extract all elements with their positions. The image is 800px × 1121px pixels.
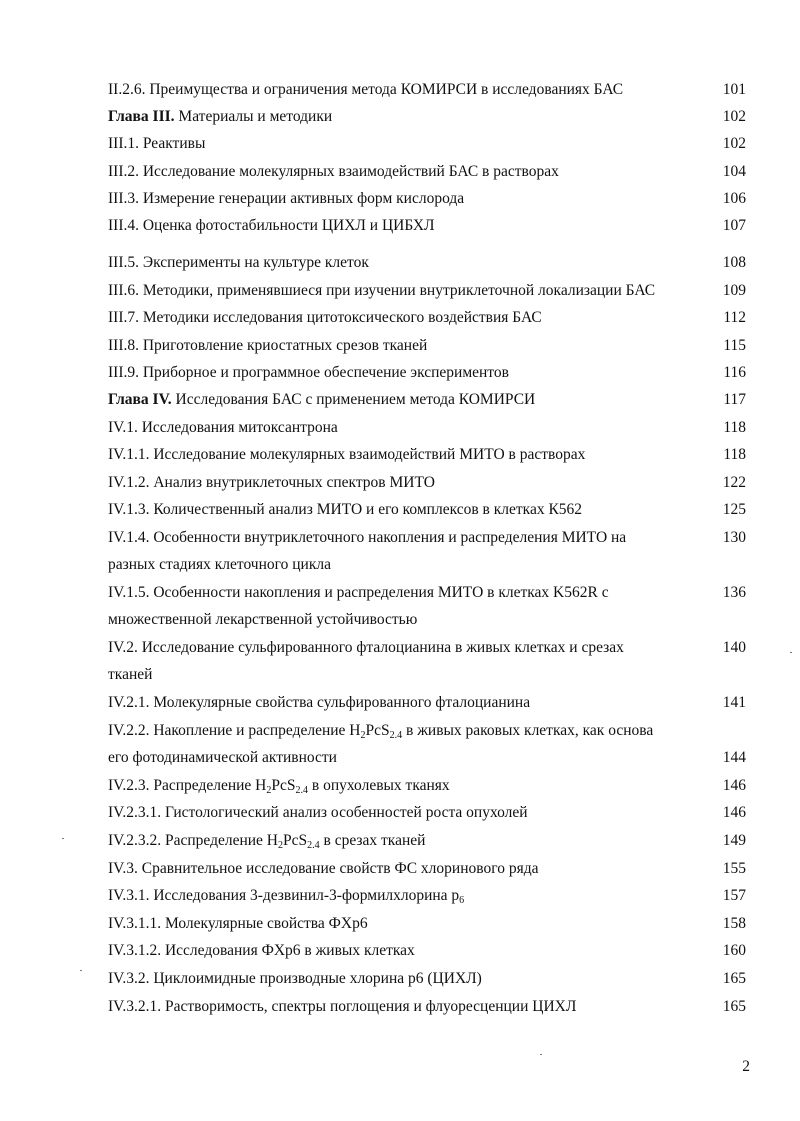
toc-entry-page: 117: [723, 391, 746, 408]
toc-entry: [108, 579, 688, 633]
toc-entry-page: 165: [722, 970, 746, 987]
toc-entry-title: IV.2.1. Молекулярные свойства сульфированного фталоцианина: [108, 694, 531, 711]
subscript: 6: [459, 895, 465, 906]
toc-entry-title-part: в живых раковых клетках, как основа: [402, 722, 654, 739]
toc-entry-page: 146: [722, 804, 746, 821]
toc-entry: [108, 249, 688, 276]
toc-entry: [108, 772, 688, 799]
toc-entry: [108, 76, 688, 103]
toc-entry-page: 118: [723, 446, 746, 463]
toc-entry-title: IV.2. Исследование сульфированного фталоцианина в живых клетках и срезах: [108, 639, 624, 656]
toc-entry-title: IV.3.1.2. Исследования ФХр6 в живых клетках: [108, 942, 415, 959]
toc-entry: [108, 827, 688, 854]
toc-entry-page: 118: [723, 419, 746, 436]
toc-entry-title: III.5. Эксперименты на культуре клеток: [108, 254, 369, 271]
toc-entry: [108, 855, 688, 882]
toc-entry: [108, 332, 688, 359]
toc-entry: [108, 717, 688, 771]
toc-entry-page: 115: [723, 337, 746, 354]
toc-entry: [108, 469, 688, 496]
toc-entry-page: 109: [722, 282, 746, 299]
toc-entry-page: 102: [722, 135, 746, 152]
toc-entry-title: III.2. Исследование молекулярных взаимодействий БАС в растворах: [108, 163, 559, 180]
toc-entry: [108, 524, 688, 578]
toc-entry: [108, 304, 688, 331]
scan-speck: [80, 970, 82, 971]
toc-entry-page: 130: [722, 529, 746, 546]
toc-entry-page: 136: [722, 584, 746, 601]
toc-entry-page: 106: [722, 190, 746, 207]
toc-entry: [108, 359, 688, 386]
toc-entry-title: IV.3.1. Исследования 3-дезвинил-3-формилхлорина p: [108, 887, 460, 904]
toc-entry-title: IV.1.4. Особенности внутриклеточного накопления и распределения МИТО на: [108, 529, 627, 546]
toc-entry: [108, 799, 688, 826]
toc-entry-page: 157: [722, 887, 746, 904]
toc-entry-title-part: PcS: [271, 777, 296, 794]
page-number: 2: [742, 1058, 750, 1075]
toc-entry-title: Материалы и методики: [174, 108, 333, 125]
toc-entry-title-part: в срезах тканей: [319, 832, 426, 849]
toc-entry: [108, 277, 688, 304]
toc-chapter-label: Глава III.: [108, 108, 175, 125]
toc-entry-title: II.2.6. Преимущества и ограничения метода КОМИРСИ в исследованиях БАС: [108, 81, 624, 98]
toc-entry-title: IV.2.3.1. Гистологический анализ особенностей роста опухолей: [108, 804, 528, 821]
toc-entry-title: IV.3.2. Циклоимидные производные хлорина р6 (ЦИХЛ): [108, 970, 482, 987]
scan-speck: [62, 838, 64, 839]
toc-entry-title: IV.1.5. Особенности накопления и распределения МИТО в клетках K562R с: [108, 584, 609, 601]
toc-entry-title: IV.2.2. Накопление и распределение H: [108, 722, 361, 739]
toc-entry-title: IV.1.2. Анализ внутриклеточных спектров МИТО: [108, 474, 435, 491]
toc-entry-title-continuation: тканей: [108, 666, 153, 683]
toc-chapter-entry: [108, 386, 688, 413]
toc-entry-page: 141: [722, 694, 746, 711]
toc-entry-page: 104: [722, 163, 746, 180]
toc-entry-title: IV.3.1.1. Молекулярные свойства ФХр6: [108, 915, 368, 932]
toc-entry-title: IV.1.3. Количественный анализ МИТО и его комплексов в клетках К562: [108, 501, 583, 518]
subscript: 2.4: [389, 730, 403, 741]
toc-entry-page: 116: [723, 364, 746, 381]
toc-chapter-label: Глава IV.: [108, 391, 172, 408]
toc-entry-page: 146: [722, 777, 746, 794]
toc-entry: [108, 212, 688, 239]
subscript: 2.4: [307, 840, 320, 851]
toc-entry: [108, 689, 688, 716]
subscript: 2: [278, 840, 284, 851]
toc-entry-title: Исследования БАС с применением метода КОМИРСИ: [171, 391, 536, 408]
toc-entry-title: III.6. Методики, применявшиеся при изучении внутриклеточной локализации БАС: [108, 282, 656, 299]
toc-entry-title: III.4. Оценка фотостабильности ЦИХЛ и ЦИБХЛ: [108, 217, 435, 234]
toc-entry-title: III.1. Реактивы: [108, 135, 206, 152]
toc-entry-page: 122: [722, 474, 746, 491]
toc-entry-page: 112: [723, 309, 746, 326]
toc-entry-page: 144: [722, 749, 746, 766]
toc-entry-page: 125: [722, 501, 746, 518]
toc-entry-title: IV.2.3. Распределение H: [108, 777, 267, 794]
toc-entry-title: III.9. Приборное и программное обеспечение экспериментов: [108, 364, 509, 381]
toc-entry: [108, 441, 688, 468]
toc-entry: [108, 130, 688, 157]
scan-speck: [540, 1054, 542, 1055]
toc-entry-page: 149: [722, 832, 746, 849]
subscript: 2: [266, 785, 272, 796]
scan-speck: [790, 652, 792, 653]
toc-entry-page: 101: [722, 81, 746, 98]
toc-entry-page: 107: [722, 217, 746, 234]
subscript: 2: [360, 730, 366, 741]
toc-entry-title: IV.1. Исследования митоксантрона: [108, 419, 338, 436]
toc-entry-page: 160: [722, 942, 746, 959]
toc-entry-page: 155: [722, 860, 746, 877]
toc-entry: [108, 965, 688, 992]
toc-entry-title: IV.3. Сравнительное исследование свойств ФС хлоринового ряда: [108, 860, 539, 877]
toc-entry-title: IV.3.2.1. Растворимость, спектры поглощения и флуоресценции ЦИХЛ: [108, 998, 577, 1015]
toc-entry-title-part: в опухолевых тканях: [308, 777, 450, 794]
toc-entry: [108, 185, 688, 212]
toc-entry: [108, 634, 688, 688]
toc-entry-page: 108: [722, 254, 746, 271]
toc-entry-page: 102: [722, 108, 746, 125]
toc-entry: [108, 158, 688, 185]
toc-entry-title-continuation: разных стадиях клеточного цикла: [108, 556, 331, 573]
toc-entry-title: III.3. Измерение генерации активных форм кислорода: [108, 190, 465, 207]
toc-entry: [108, 496, 688, 523]
toc-entry-page: 165: [722, 998, 746, 1015]
toc-entry-title-continuation: его фотодинамической активности: [108, 749, 337, 766]
toc-entry: [108, 414, 688, 441]
toc-entry-page: 158: [722, 915, 746, 932]
toc-entry-title: IV.2.3.2. Распределение H: [108, 832, 279, 849]
toc-chapter-entry: [108, 103, 688, 130]
toc-entry-page: 140: [722, 639, 746, 656]
toc-entry-title-part: PcS: [365, 722, 390, 739]
toc-entry: [108, 910, 688, 937]
toc-entry: [108, 993, 688, 1020]
toc-entry-title-continuation: множественной лекарственной устойчивостью: [108, 611, 418, 628]
toc-entry-title: III.8. Приготовление криостатных срезов тканей: [108, 337, 428, 354]
toc-entry-title: IV.1.1. Исследование молекулярных взаимодействий МИТО в растворах: [108, 446, 586, 463]
subscript: 2.4: [295, 785, 309, 796]
toc-entry: [108, 882, 688, 909]
toc-entry: [108, 937, 688, 964]
toc-entry-title-part: PcS: [283, 832, 308, 849]
toc-entry-title: III.7. Методики исследования цитотоксического воздействия БАС: [108, 309, 542, 326]
